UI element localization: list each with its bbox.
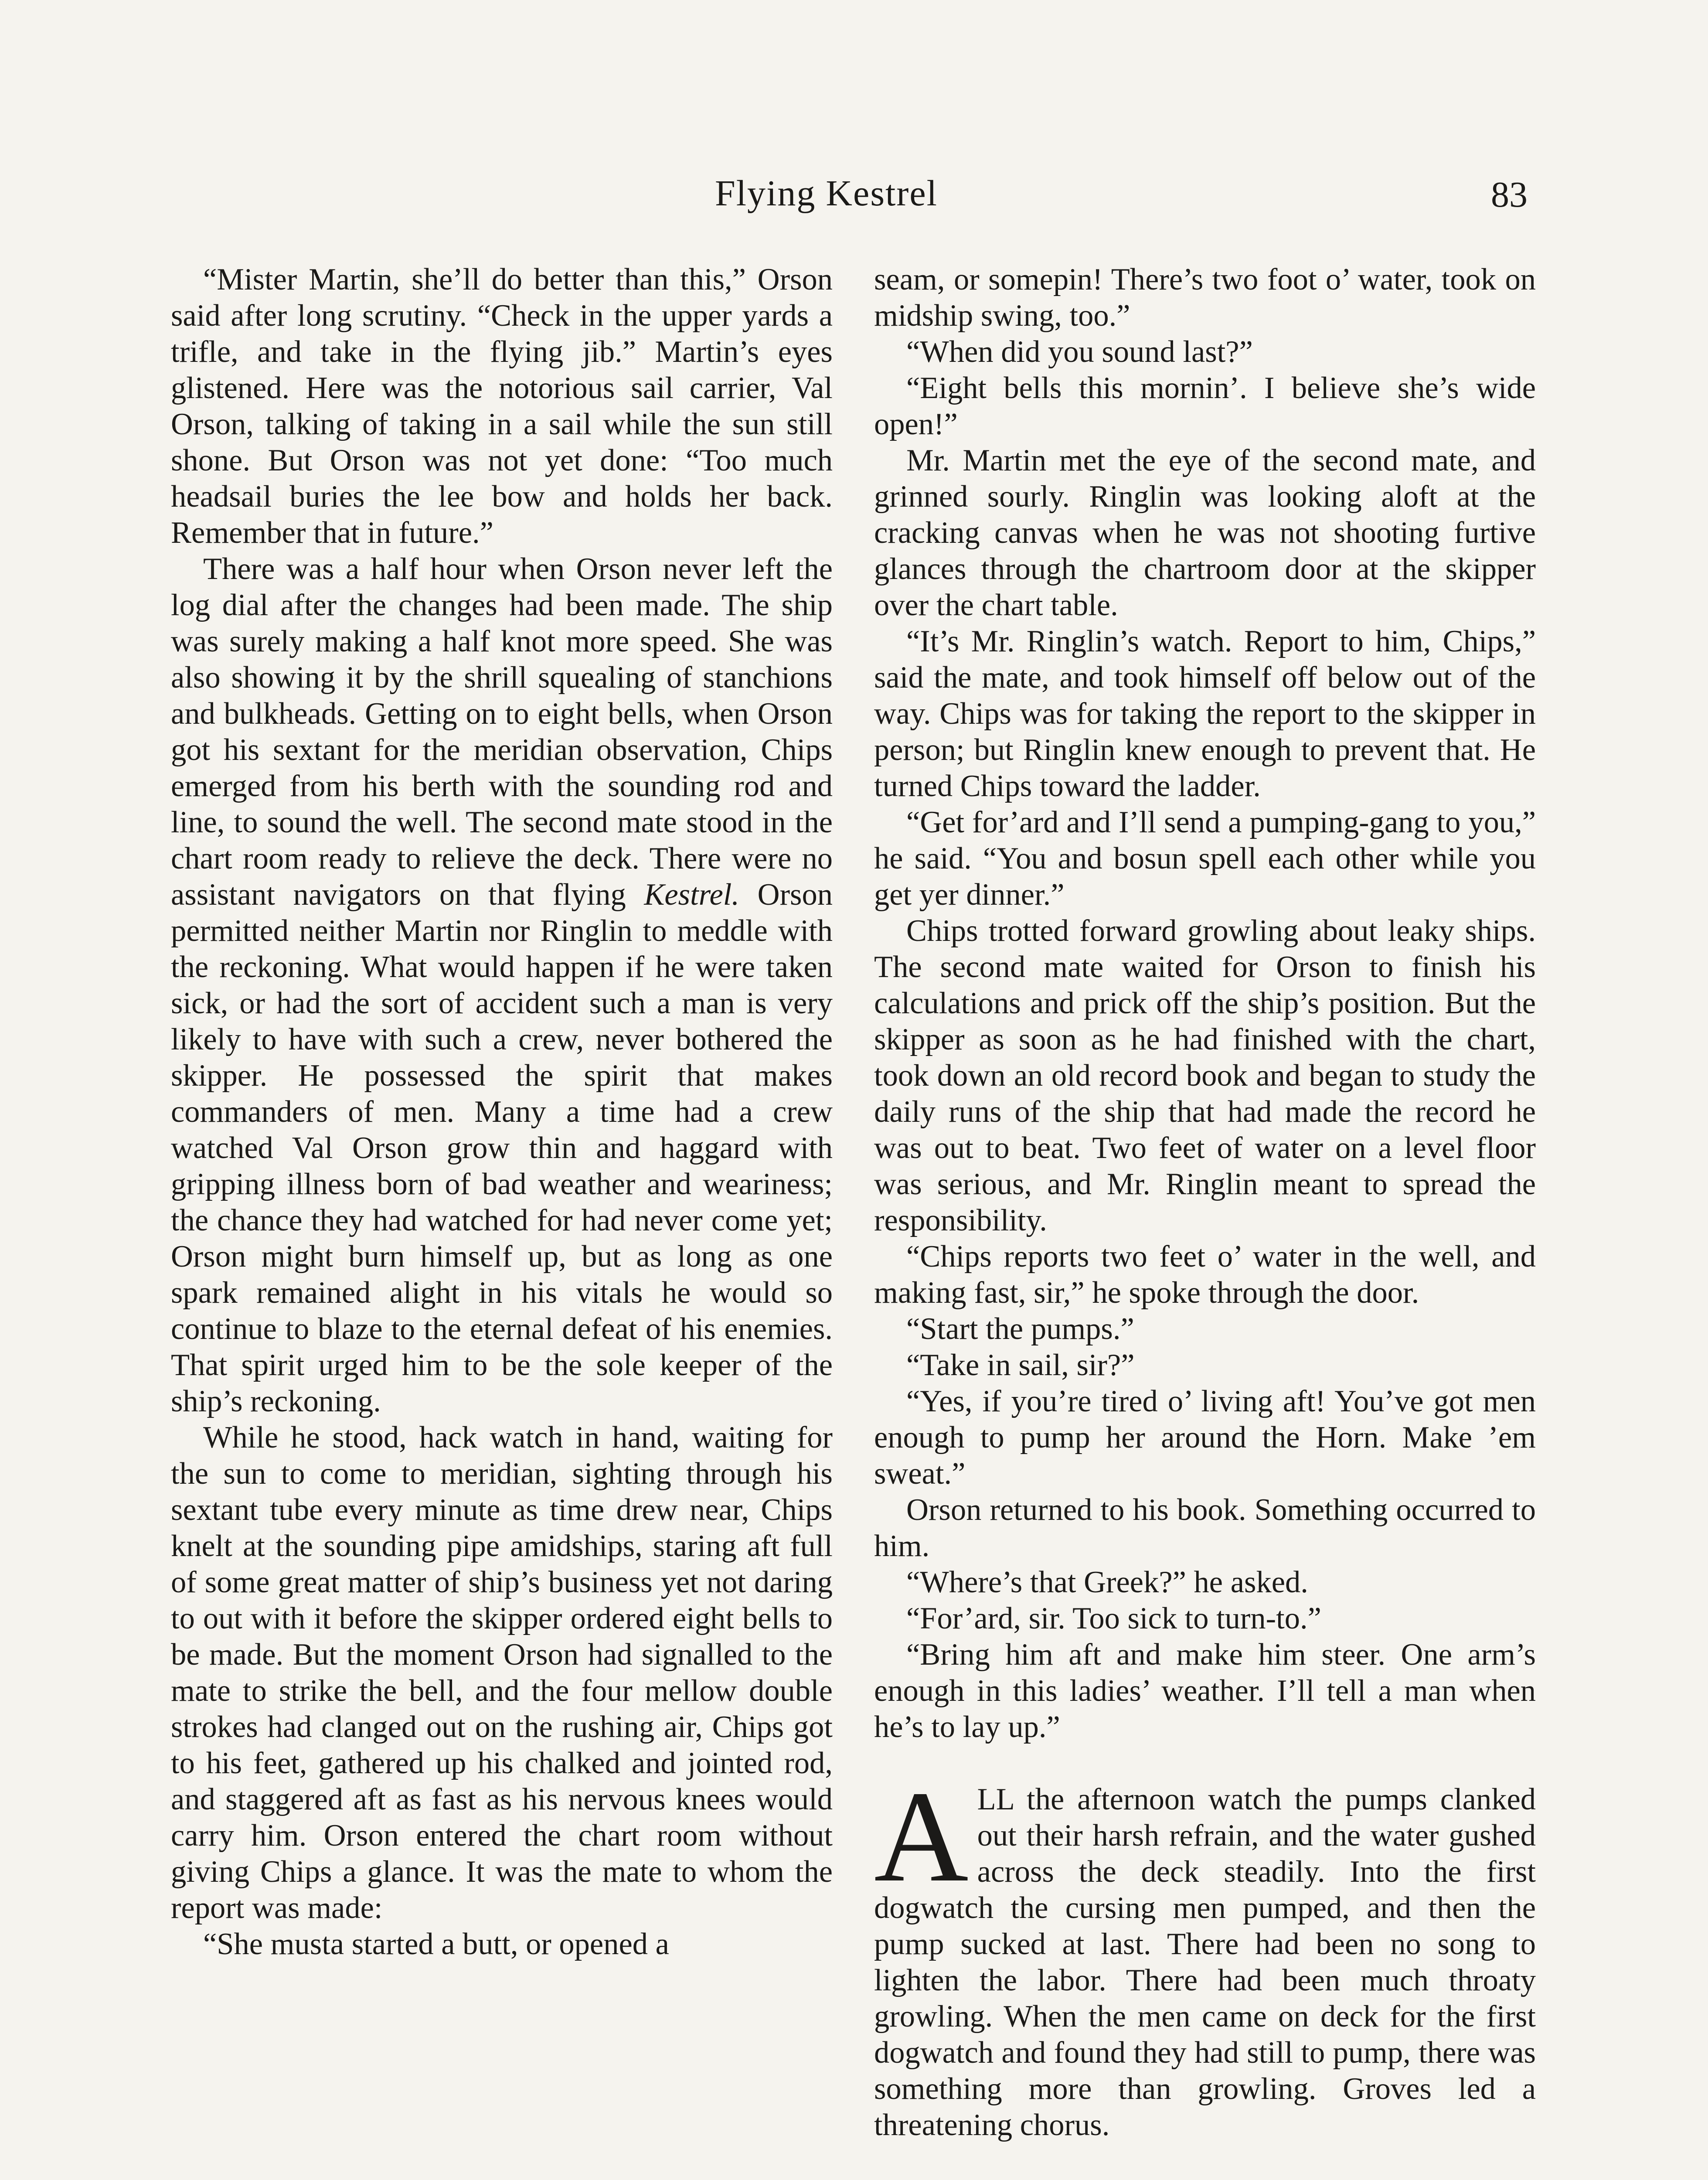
ship-name-italic: Kestrel. [644,878,740,912]
paragraph: “When did you sound last?” [906,335,1253,369]
paragraph: “Get for’ard and I’ll send a pumping-gang to you,” he said. “You and bosun spell each other while you get yer dinner.” [874,805,1536,912]
paragraph-text: Orson permitted neither Martin nor Ringlin to meddle with the reckoning. What would happen if he were taken sick, or had the sort of accident such a man is very likely to have with such a crew, never bothered the skipper. He possessed the spirit that makes commanders of men. Many a time had a crew watched Val Orson grow thin and haggard with gripping illness born of bad weather and weariness; the chance they had watched for had never come yet; Orson might burn himself up, but as long as one spark remained alight in his vitals he would so continue to blaze to the eternal defeat of his enemies. That spirit urged him to be the sole keeper of the ship’s reckoning. [171,878,833,1418]
paragraph: While he stood, hack watch in hand, waiting for the sun to come to meridian, sighting through his sextant tube every minute as time drew near, Chips knelt at the sounding pipe amidships, staring aft full of some great matter of ship’s business yet not daring to out with it before the skipper ordered eight bells to be made. But the moment Orson had signalled to the mate to strike the bell, and the four mellow double strokes had clanged out on the rushing air, Chips got to his feet, gathered up his chalked and jointed rod, and staggered aft as fast as his nervous knees would carry him. Orson entered the chart room without giving Chips a glance. It was the mate to whom the report was made: [171,1420,833,1925]
paragraph: “Bring him aft and make him steer. One arm’s enough in this ladies’ weather. I’ll tell a man when he’s to lay up.” [874,1638,1536,1744]
paragraph: seam, or somepin! There’s two foot o’ water, took on midship swing, too.” [874,262,1536,333]
paragraph: “Start the pumps.” [906,1312,1134,1346]
section-paragraph [874,1764,1536,2143]
text-column-right [874,262,1536,2143]
paragraph: “It’s Mr. Ringlin’s watch. Report to him, Chips,” said the mate, and took himself off below out of the way. Chips was for taking the report to the skipper in person; but Ringlin knew enough to prevent that. He turned Chips toward the ladder. [874,624,1536,803]
text-column-left [171,262,833,1962]
drop-cap: A [874,1764,969,1909]
page-number: 83 [1491,174,1528,215]
running-header-title: Flying Kestrel [715,173,938,214]
paragraph-text: LL the afternoon watch the pumps clanked out their harsh refrain, and the water gushed across the deck steadily. Into the first dogwatch the cursing men pumped, and then the pump sucked at last. There had been no song to lighten the labor. There had been much throaty growling. When the men came on deck for the first dogwatch and found they had still to pump, there was something more than growling. Groves led a threatening chorus. [874,1782,1536,2142]
paragraph: “Eight bells this mornin’. I believe she’s wide open!” [874,371,1536,441]
paragraph: Chips trotted forward growling about leaky ships. The second mate waited for Orson to finish his calculations and prick off the ship’s position. But the skipper as soon as he had finished with the chart, took down an old record book and began to study the daily runs of the ship that had made the record he was out to beat. Two feet of water on a level floor was serious, and Mr. Ringlin meant to spread the responsibility. [874,914,1536,1237]
paragraph: Mr. Martin met the eye of the second mate, and grinned sourly. Ringlin was looking aloft at the cracking canvas when he was not shooting furtive glances through the chartroom door at the skipper over the chart table. [874,443,1536,622]
paragraph: “Where’s that Greek?” he asked. [906,1565,1308,1599]
paragraph: Orson returned to his book. Something occurred to him. [874,1493,1536,1563]
paragraph: “Take in sail, sir?” [906,1348,1135,1382]
paragraph: “Chips reports two feet o’ water in the well, and making fast, sir,” he spoke through the door. [874,1240,1536,1310]
paragraph-text: There was a half hour when Orson never left the log dial after the changes had been made. The ship was surely making a half knot more speed. She was also showing it by the shrill squealing of stanchions and bulkheads. Getting on to eight bells, when Orson got his sextant for the meridian observation, Chips emerged from his berth with the sounding rod and line, to sound the well. The second mate stood in the chart room ready to relieve the deck. There were no assistant navigators on that flying [171,552,833,912]
paragraph [171,551,833,1420]
paragraph: “Yes, if you’re tired o’ living aft! You’ve got men enough to pump her around the Horn. Make ’em sweat.” [874,1384,1536,1491]
paragraph: “For’ard, sir. Too sick to turn-to.” [906,1601,1321,1635]
paragraph: “Mister Martin, she’ll do better than this,” Orson said after long scrutiny. “Check in the upper yards a trifle, and take in the flying jib.” Martin’s eyes glistened. Here was the notorious sail carrier, Val Orson, talking of taking in a sail while the sun still shone. But Orson was not yet done: “Too much headsail buries the lee bow and holds her back. Remember that in future.” [171,262,833,550]
paragraph: “She musta started a butt, or opened a [203,1927,669,1961]
